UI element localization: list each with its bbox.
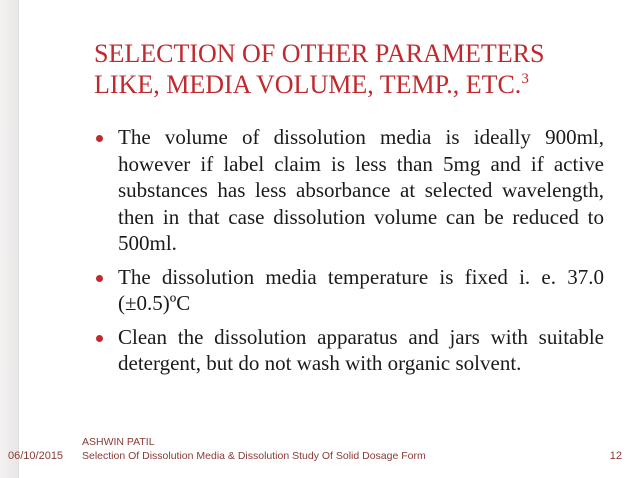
title-line-2-text: LIKE, MEDIA VOLUME, TEMP., ETC. <box>94 70 522 99</box>
bullet-item <box>96 124 604 257</box>
title-reference-superscript: 3 <box>521 71 529 87</box>
bullet-item <box>96 264 604 317</box>
title-line-2 <box>94 69 614 100</box>
title-line-1: SELECTION OF OTHER PARAMETERS <box>94 39 545 68</box>
page-number: 12 <box>609 450 622 462</box>
bullet-text: The dissolution media temperature is fixed i. e. 37.0 (±0.5)ºC <box>118 264 604 315</box>
bullet-dot-icon <box>96 335 103 342</box>
bullet-dot-icon <box>96 135 103 142</box>
footer-author: ASHWIN PATIL <box>82 436 155 448</box>
bullet-text: The volume of dissolution media is ideally 900ml, however if label claim is less than 5mg and if active substances has less absorbance at selected wavelength, then in that case dissolution volume can be reduced to 500ml. <box>118 125 604 255</box>
footer-date: 06/10/2015 <box>8 450 64 462</box>
bullet-list <box>96 124 604 384</box>
bullet-text: Clean the dissolution apparatus and jars with suitable detergent, but do not wash with organic solvent. <box>118 324 604 375</box>
slide-title <box>94 38 614 100</box>
bullet-dot-icon <box>96 275 103 282</box>
bullet-item <box>96 324 604 377</box>
left-decoration-strip <box>0 0 19 478</box>
footer-subtitle: Selection Of Dissolution Media & Dissolution Study Of Solid Dosage Form <box>82 450 426 462</box>
